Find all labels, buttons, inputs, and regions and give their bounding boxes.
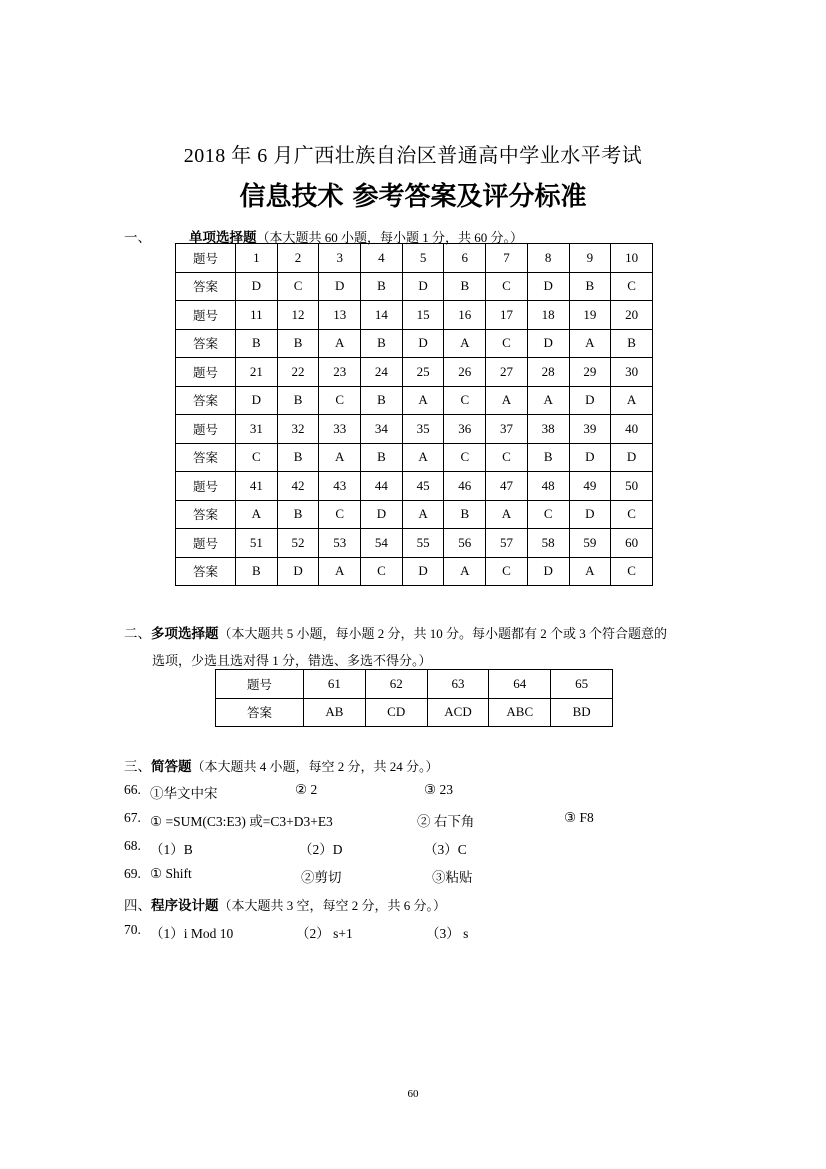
answer-cell: D	[319, 272, 361, 301]
question-number-cell: 21	[236, 358, 278, 387]
row-label: 题号	[176, 301, 236, 330]
page-number: 60	[407, 1088, 419, 1100]
question-number-cell: 1	[236, 244, 278, 273]
question-number: 70.	[124, 922, 141, 937]
question-number-cell: 34	[361, 415, 403, 444]
section2-title: 多项选择题	[151, 626, 219, 642]
answer-cell: A	[569, 557, 611, 586]
answer-cell: C	[486, 272, 528, 301]
answer-cell: D	[361, 500, 403, 529]
question-number-cell: 19	[569, 301, 611, 330]
section2-note-line2: 选项，少选且选对得 1 分，错选、多选不得分。）	[152, 653, 432, 668]
answer-part-1: （1）B	[150, 842, 193, 857]
answer-row	[216, 698, 613, 727]
question-number-row	[176, 415, 653, 444]
question-number-row	[176, 472, 653, 501]
answer-cell: D	[402, 272, 444, 301]
question-number-cell: 64	[489, 670, 551, 699]
question-number-cell: 31	[236, 415, 278, 444]
answer-cell: B	[277, 329, 319, 358]
answer-cell: B	[277, 443, 319, 472]
answer-key-title: 信息技术 参考答案及评分标准	[239, 182, 587, 212]
question-number-row	[176, 358, 653, 387]
row-label: 题号	[176, 358, 236, 387]
question-number-cell: 17	[486, 301, 528, 330]
answer-part-1: ① =SUM(C3:E3) 或=C3+D3+E3	[150, 814, 333, 829]
section3-number: 三、	[124, 759, 151, 774]
question-number-cell: 14	[361, 301, 403, 330]
answer-part-3: （3） s	[426, 926, 469, 941]
section2-note-line1: （本大题共 5 小题，每小题 2 分，共 10 分。每小题都有 2 个或 3 个符合题意的	[218, 626, 668, 641]
question-number-cell: 32	[277, 415, 319, 444]
answer-cell: D	[611, 443, 653, 472]
answer-part-1: ①华文中宋	[150, 786, 218, 801]
question-number-cell: 40	[611, 415, 653, 444]
question-number-cell: 60	[611, 529, 653, 558]
question-number-cell: 25	[402, 358, 444, 387]
answer-cell: A	[319, 557, 361, 586]
question-number-row	[176, 244, 653, 273]
answer-cell: C	[611, 272, 653, 301]
question-number-cell: 11	[236, 301, 278, 330]
answer-cell: D	[527, 557, 569, 586]
answer-cell: B	[361, 386, 403, 415]
answer-cell: B	[236, 329, 278, 358]
answer-cell: C	[486, 557, 528, 586]
question-number-cell: 37	[486, 415, 528, 444]
answer-cell: A	[402, 386, 444, 415]
answer-part-1: ① Shift	[150, 866, 192, 881]
section3-title: 简答题	[151, 759, 192, 775]
row-label: 题号	[176, 244, 236, 273]
row-label: 答案	[176, 500, 236, 529]
section4-note: （本大题共 3 空，每空 2 分，共 6 分。）	[218, 898, 447, 913]
answer-cell: C	[277, 272, 319, 301]
question-number-cell: 44	[361, 472, 403, 501]
row-label: 题号	[176, 529, 236, 558]
question-number-cell: 51	[236, 529, 278, 558]
question-number-cell: 43	[319, 472, 361, 501]
multi-choice-answer-table	[215, 669, 613, 727]
single-choice-answer-table	[175, 243, 653, 586]
answer-cell: A	[486, 500, 528, 529]
question-number-cell: 7	[486, 244, 528, 273]
answer-cell: CD	[365, 698, 427, 727]
answer-67	[124, 810, 594, 829]
row-label: 答案	[216, 698, 304, 727]
answer-cell: A	[486, 386, 528, 415]
answer-cell: D	[569, 386, 611, 415]
row-label: 题号	[176, 415, 236, 444]
answer-cell: D	[569, 500, 611, 529]
answer-part-2: ② 2	[295, 782, 318, 797]
question-number-cell: 52	[277, 529, 319, 558]
answer-part-3: ③ 23	[424, 782, 453, 797]
section4-title: 程序设计题	[151, 898, 219, 914]
answer-cell: C	[611, 557, 653, 586]
question-number-cell: 47	[486, 472, 528, 501]
question-number-cell: 63	[427, 670, 489, 699]
question-number-cell: 62	[365, 670, 427, 699]
answer-cell: A	[402, 443, 444, 472]
answer-cell: D	[569, 443, 611, 472]
question-number-cell: 18	[527, 301, 569, 330]
answer-69	[124, 866, 473, 885]
answer-cell: A	[402, 500, 444, 529]
question-number-cell: 20	[611, 301, 653, 330]
row-label: 答案	[176, 557, 236, 586]
answer-part-3: （3）C	[424, 842, 467, 857]
answer-66	[124, 782, 453, 801]
question-number-cell: 53	[319, 529, 361, 558]
answer-part-2: ②剪切	[301, 870, 342, 885]
answer-cell: C	[319, 386, 361, 415]
section4-number: 四、	[124, 898, 151, 913]
section3-note: （本大题共 4 小题，每空 2 分，共 24 分。）	[191, 759, 439, 774]
answer-cell: B	[527, 443, 569, 472]
question-number-cell: 10	[611, 244, 653, 273]
question-number-cell: 13	[319, 301, 361, 330]
answer-cell: A	[444, 329, 486, 358]
answer-row	[176, 272, 653, 301]
question-number-cell: 8	[527, 244, 569, 273]
question-number-cell: 33	[319, 415, 361, 444]
question-number-cell: 29	[569, 358, 611, 387]
question-number-cell: 56	[444, 529, 486, 558]
answer-cell: C	[236, 443, 278, 472]
row-label: 答案	[176, 272, 236, 301]
question-number-cell: 57	[486, 529, 528, 558]
answer-cell: A	[611, 386, 653, 415]
answer-cell: B	[361, 272, 403, 301]
question-number-cell: 65	[551, 670, 613, 699]
question-number: 68.	[124, 838, 141, 853]
question-number-cell: 15	[402, 301, 444, 330]
answer-cell: D	[277, 557, 319, 586]
question-number-cell: 45	[402, 472, 444, 501]
answer-cell: D	[236, 272, 278, 301]
answer-cell: BD	[551, 698, 613, 727]
answer-cell: C	[444, 443, 486, 472]
question-number-cell: 24	[361, 358, 403, 387]
question-number-row	[176, 301, 653, 330]
question-number-cell: 12	[277, 301, 319, 330]
question-number-cell: 48	[527, 472, 569, 501]
answer-cell: B	[444, 500, 486, 529]
exam-title: 2018 年 6 月广西壮族自治区普通高中学业水平考试	[183, 145, 643, 167]
question-number-cell: 22	[277, 358, 319, 387]
answer-70	[124, 922, 469, 941]
answer-part-1: （1）i Mod 10	[150, 926, 234, 941]
answer-cell: D	[527, 329, 569, 358]
question-number-cell: 16	[444, 301, 486, 330]
section1-number: 一、	[124, 230, 151, 245]
question-number: 66.	[124, 782, 141, 797]
question-number-row	[176, 529, 653, 558]
question-number-cell: 50	[611, 472, 653, 501]
answer-cell: B	[277, 386, 319, 415]
answer-part-3: ③粘贴	[432, 870, 473, 885]
answer-cell: B	[277, 500, 319, 529]
answer-cell: A	[444, 557, 486, 586]
answer-cell: B	[444, 272, 486, 301]
question-number-cell: 3	[319, 244, 361, 273]
answer-row	[176, 329, 653, 358]
question-number-cell: 30	[611, 358, 653, 387]
section2-heading	[124, 622, 667, 642]
answer-cell: D	[527, 272, 569, 301]
row-label: 题号	[176, 472, 236, 501]
answer-cell: D	[402, 329, 444, 358]
answer-part-3: ③ F8	[564, 810, 594, 825]
answer-row	[176, 443, 653, 472]
answer-cell: B	[569, 272, 611, 301]
answer-cell: B	[361, 443, 403, 472]
question-number-cell: 39	[569, 415, 611, 444]
question-number-cell: 27	[486, 358, 528, 387]
answer-cell: B	[611, 329, 653, 358]
question-number-cell: 9	[569, 244, 611, 273]
question-number-cell: 61	[304, 670, 366, 699]
answer-cell: C	[444, 386, 486, 415]
question-number-cell: 59	[569, 529, 611, 558]
question-number-cell: 46	[444, 472, 486, 501]
question-number-cell: 6	[444, 244, 486, 273]
section1-title: 单项选择题	[189, 230, 257, 246]
answer-cell: C	[486, 329, 528, 358]
answer-part-2: （2）D	[299, 842, 343, 857]
question-number-cell: 23	[319, 358, 361, 387]
question-number-cell: 42	[277, 472, 319, 501]
answer-cell: A	[236, 500, 278, 529]
question-number-cell: 26	[444, 358, 486, 387]
section4-heading	[124, 894, 446, 914]
question-number-cell: 2	[277, 244, 319, 273]
section3-heading	[124, 755, 439, 775]
question-number: 69.	[124, 866, 141, 881]
question-number-cell: 41	[236, 472, 278, 501]
answer-68	[124, 838, 467, 857]
question-number-cell: 55	[402, 529, 444, 558]
question-number-cell: 49	[569, 472, 611, 501]
answer-cell: C	[611, 500, 653, 529]
answer-part-2: （2） s+1	[296, 926, 353, 941]
answer-cell: ABC	[489, 698, 551, 727]
question-number-cell: 54	[361, 529, 403, 558]
answer-cell: C	[527, 500, 569, 529]
row-label: 题号	[216, 670, 304, 699]
question-number-cell: 58	[527, 529, 569, 558]
row-label: 答案	[176, 443, 236, 472]
answer-row	[176, 500, 653, 529]
answer-cell: B	[236, 557, 278, 586]
answer-part-2: ② 右下角	[417, 814, 475, 829]
question-number-cell: 28	[527, 358, 569, 387]
section1-note: （本大题共 60 小题，每小题 1 分，共 60 分。）	[256, 230, 524, 245]
answer-row	[176, 386, 653, 415]
answer-cell: D	[236, 386, 278, 415]
answer-cell: C	[319, 500, 361, 529]
answer-cell: C	[486, 443, 528, 472]
question-number-cell: 36	[444, 415, 486, 444]
question-number-cell: 38	[527, 415, 569, 444]
row-label: 答案	[176, 386, 236, 415]
row-label: 答案	[176, 329, 236, 358]
question-number-cell: 35	[402, 415, 444, 444]
answer-cell: A	[569, 329, 611, 358]
question-number: 67.	[124, 810, 141, 825]
section2-number: 二、	[124, 626, 151, 641]
answer-cell: ACD	[427, 698, 489, 727]
answer-cell: B	[361, 329, 403, 358]
answer-cell: A	[319, 443, 361, 472]
answer-cell: A	[319, 329, 361, 358]
question-number-cell: 5	[402, 244, 444, 273]
question-number-cell: 4	[361, 244, 403, 273]
question-number-row	[216, 670, 613, 699]
answer-row	[176, 557, 653, 586]
answer-cell: C	[361, 557, 403, 586]
answer-cell: AB	[304, 698, 366, 727]
answer-cell: A	[527, 386, 569, 415]
answer-cell: D	[402, 557, 444, 586]
